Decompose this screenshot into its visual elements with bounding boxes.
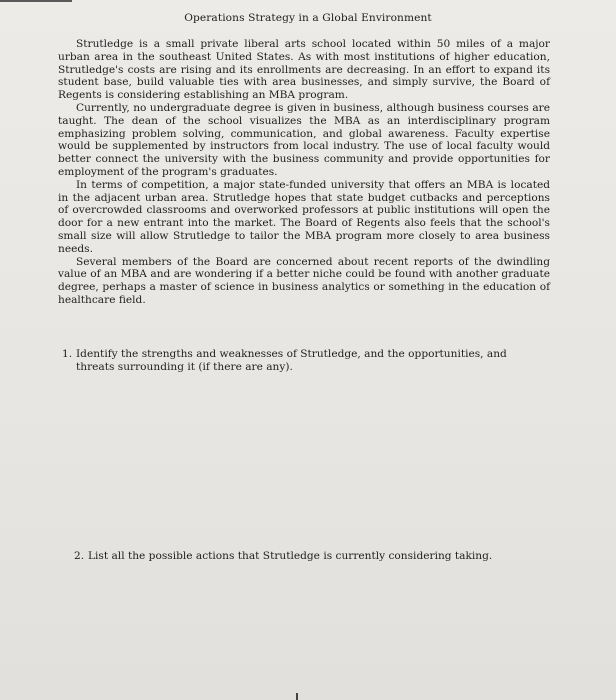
paragraph: Strutledge is a small private liberal arts school located within 50 miles of a major urban area in the southeast United States. As with most institutions of higher education, Strutledge's costs are rising and its enrollments are decreasing. In an effort to expand its student base, build valuable ties with area businesses, and simply survive, the Board of Regents is considering establishing an MBA program. [58,38,550,102]
question-number: 2. [74,550,85,562]
page-marker [296,693,298,700]
paragraph: In terms of competition, a major state-funded university that offers an MBA is located in the adjacent urban area. Strutledge hopes that state budget cutbacks and perceptions of overcrowded classrooms and overworked professors at public institutions will open the door for a new entrant into the market. The Board of Regents also feels that the school's small size will allow Strutledge to tailor the MBA program more closely to area business needs. [58,178,550,255]
question-2 [74,550,544,563]
question-text: List all the possible actions that Strutledge is currently considering taking. [88,550,493,562]
question-number: 1. [62,348,73,360]
document-title: Operations Strategy in a Global Environment [184,12,432,24]
question-1 [62,348,554,374]
paragraph: Currently, no undergraduate degree is given in business, although business courses are taught. The dean of the school visualizes the MBA as an interdisciplinary program emphasizing problem solving, communication, and global awareness. Faculty expertise would be supplemented by instructors from local industry. The use of local faculty would better connect the university with the business community and provide opportunities for employment of the program's graduates. [58,101,550,178]
paragraph: Several members of the Board are concerned about recent reports of the dwindling value of an MBA and are wondering if a better niche could be found with another graduate degree, perhaps a master of science in business analytics or something in the education of healthcare field. [58,255,550,306]
question-text: Identify the strengths and weaknesses of Strutledge, and the opportunities, and threats surrounding it (if there are any). [76,348,507,373]
top-rule [0,0,72,2]
case-body [58,38,550,307]
